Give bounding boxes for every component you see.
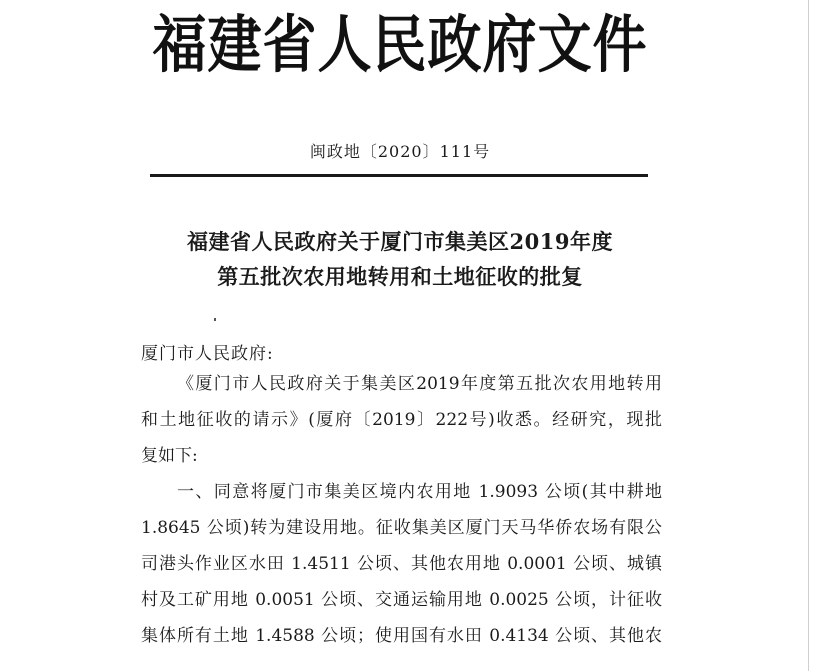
body-paragraph-2 <box>141 474 662 654</box>
scan-speck <box>214 318 216 321</box>
paragraph-2-line-2: 1.8645 公顷)转为建设用地。征收集美区厦门天马华侨农场有限公 <box>141 518 662 538</box>
paragraph-2-line-3: 司港头作业区水田 1.4511 公顷、其他农用地 0.0001 公顷、城镇 <box>141 554 662 574</box>
paragraph-1-line-1: 《厦门市人民政府关于集美区2019年度第五批次农用地转用 <box>177 374 662 394</box>
paragraph-2-line-5: 集体所有土地 1.4588 公顷；使用国有水田 0.4134 公顷、其他农 <box>141 626 662 646</box>
title-line-2: 第五批次农用地转用和土地征收的批复 <box>217 264 583 289</box>
paragraph-2-line-1: 一、同意将厦门市集美区境内农用地 1.9093 公顷(其中耕地 <box>177 482 662 502</box>
document-number: 闽政地〔2020〕111号 <box>309 142 491 161</box>
title-line-1: 福建省人民政府关于厦门市集美区2019年度 <box>187 229 613 254</box>
paragraph-2-line-4: 村及工矿用地 0.0051 公顷、交通运输用地 0.0025 公顷，计征收 <box>141 590 662 610</box>
salutation: 厦门市人民政府: <box>141 344 274 364</box>
header-divider <box>150 174 648 177</box>
paragraph-1-line-3: 复如下: <box>141 446 198 466</box>
document-title <box>100 224 700 294</box>
scan-edge <box>808 0 809 671</box>
body-paragraph-1 <box>141 366 662 474</box>
document-masthead: 福建省人民政府文件 <box>152 8 648 82</box>
paragraph-1-line-2: 和土地征收的请示》(厦府〔2019〕222号)收悉。经研究，现批 <box>141 410 662 430</box>
